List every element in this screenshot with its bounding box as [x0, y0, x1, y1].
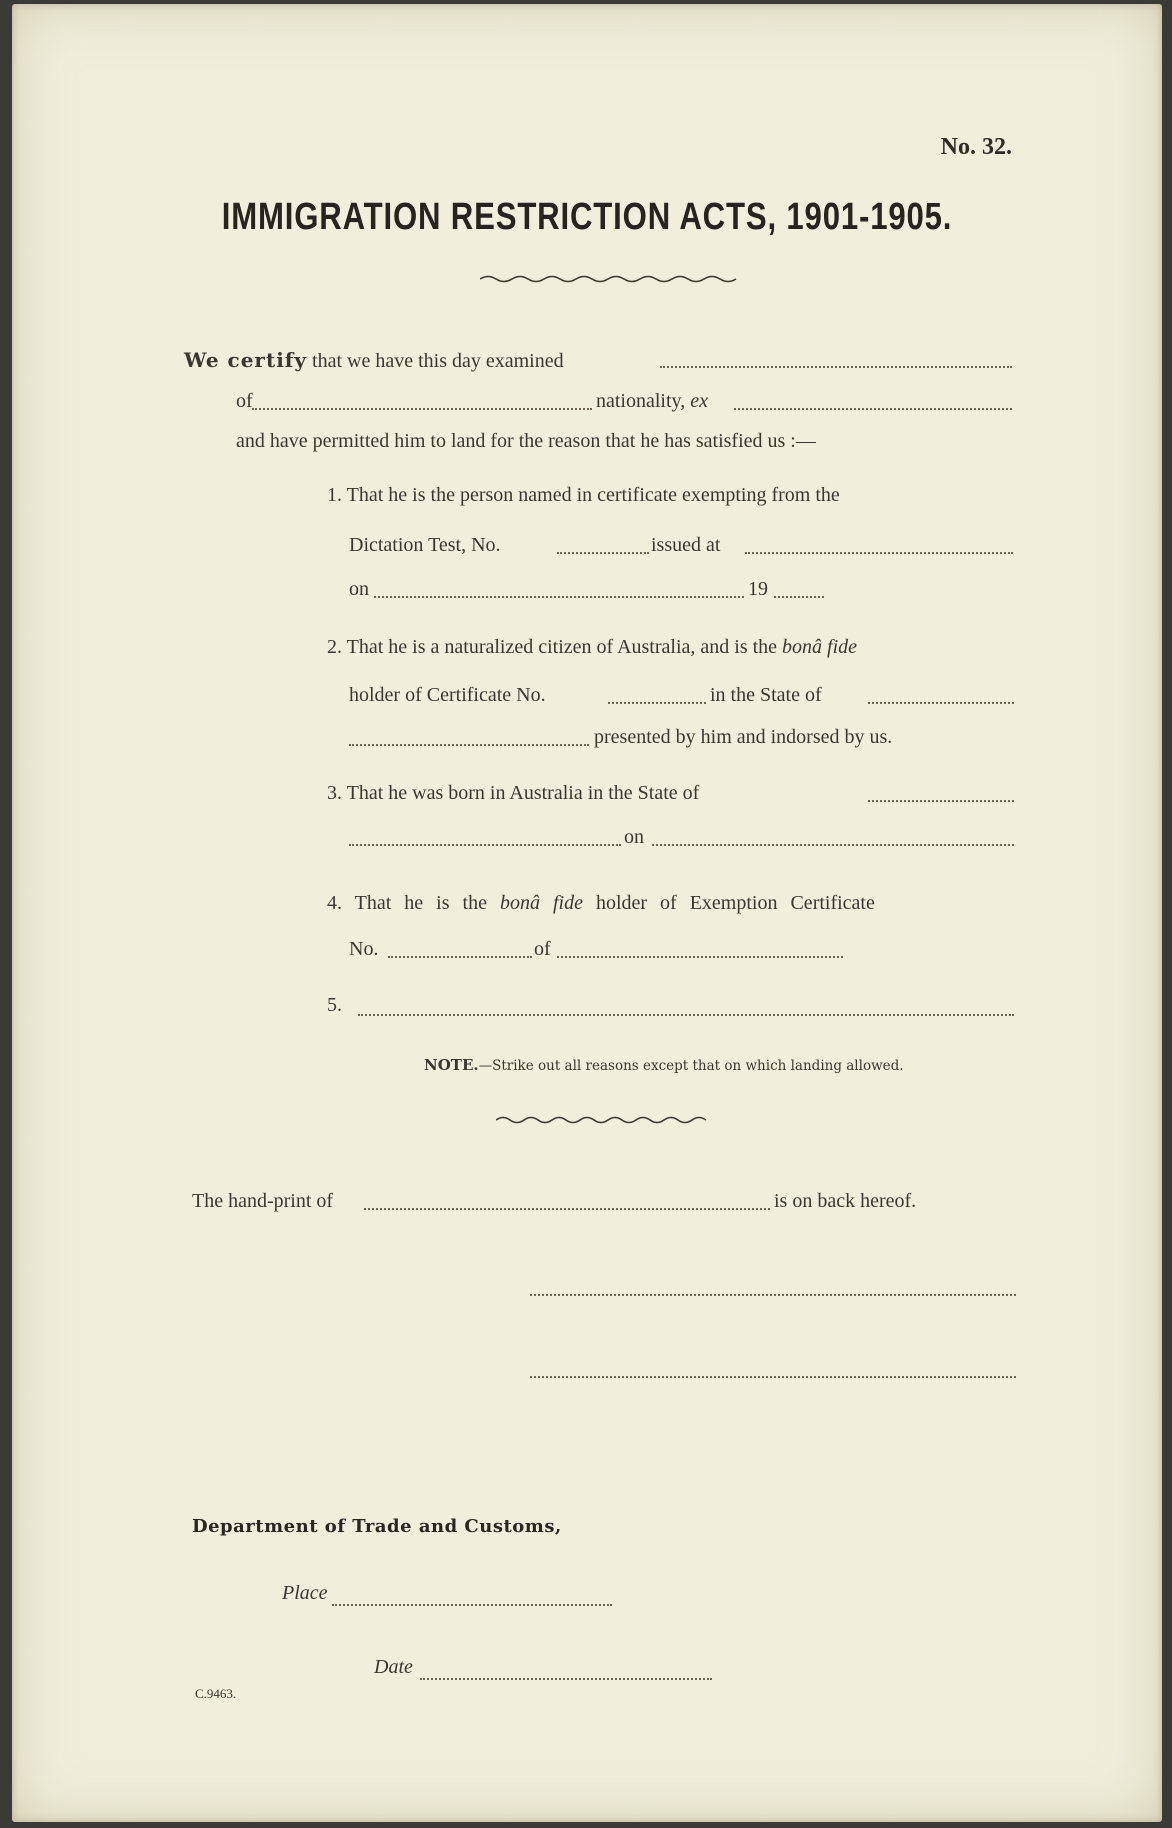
certify-lead: We certify: [184, 348, 308, 372]
place-label: [282, 1582, 328, 1605]
reason-2-certificate-label: holder of Certificate No.: [349, 684, 546, 706]
date-label: [374, 1656, 413, 1679]
reason-2-bona-fide: bonâ fide: [782, 636, 858, 658]
reason-1-on-label: on: [349, 578, 369, 600]
reason-1-year-label: 19: [748, 578, 768, 600]
reason-2-text: 2. That he is a naturalized citizen of Australia, and is the: [327, 636, 778, 658]
form-number: No. 32.: [940, 134, 1012, 160]
handprint-lead: The hand-print of: [192, 1190, 334, 1212]
nationality-label: nationality,: [596, 390, 686, 412]
page-title: IMMIGRATION RESTRICTION ACTS, 1901-1905.: [221, 196, 953, 238]
reason-4-of-label: of: [534, 938, 551, 960]
nationality-line: [596, 390, 708, 413]
reason-2-state-field[interactable]: [868, 702, 1014, 704]
document-page: [12, 4, 1162, 1822]
reason-1-date-field[interactable]: [374, 596, 744, 598]
reason-1-dictation-label: Dictation Test, No.: [349, 534, 501, 556]
reason-4-no-label: No.: [349, 938, 379, 960]
note-text: —Strike out all reasons except that on which landing allowed.: [478, 1058, 904, 1074]
satisfied-line: and have permitted him to land for the reason that he has satisfied us :—: [236, 430, 816, 452]
reason-1-year-field[interactable]: [774, 596, 824, 598]
birth-state-field[interactable]: [868, 800, 1014, 802]
signature-line-1[interactable]: [530, 1294, 1016, 1296]
reason-2-state-label: in the State of: [710, 684, 822, 706]
naturalization-certificate-number-field[interactable]: [608, 702, 706, 704]
reason-5-field[interactable]: [358, 1014, 1014, 1016]
signature-line-2[interactable]: [530, 1376, 1016, 1378]
reason-5-label: 5.: [327, 994, 342, 1016]
reason-4-line-a: [327, 892, 875, 915]
reason-2-extra-field[interactable]: [349, 744, 589, 746]
issued-at-field[interactable]: [745, 552, 1013, 554]
of-field[interactable]: [252, 408, 592, 410]
examined-name-field[interactable]: [660, 366, 1012, 368]
handprint-name-field[interactable]: [364, 1208, 770, 1210]
reason-2-presented-label: presented by him and indorsed by us.: [594, 726, 893, 748]
place-field[interactable]: [332, 1604, 612, 1606]
certify-text: that we have this day examined: [312, 350, 564, 372]
ornament-divider: [480, 272, 740, 286]
ornament-divider-2: [496, 1114, 706, 1126]
exemption-certificate-number-field[interactable]: [388, 956, 532, 958]
reason-4-text-b: holder of Exemption Certificate: [595, 892, 875, 914]
exemption-certificate-of-field[interactable]: [557, 956, 843, 958]
reason-1-line-a: 1. That he is the person named in certificate exempting from the: [327, 484, 840, 506]
reason-3-pre-field[interactable]: [349, 844, 621, 846]
reason-4-text-a: 4. That he is the: [327, 892, 487, 914]
place-label-text: Place: [282, 1582, 328, 1604]
handprint-tail: is on back hereof.: [774, 1190, 917, 1212]
note-line: [424, 1056, 904, 1074]
reason-4-bona-fide: bonâ fide: [499, 892, 583, 914]
form-code: C.9463.: [195, 1686, 237, 1701]
of-label: of: [236, 390, 253, 412]
reason-3-line-a: 3. That he was born in Australia in the State of: [327, 782, 700, 804]
department-name: Department of Trade and Customs,: [192, 1516, 562, 1537]
reason-3-on-label: on: [624, 826, 644, 848]
birth-date-field[interactable]: [652, 844, 1014, 846]
dictation-test-number-field[interactable]: [557, 552, 649, 554]
ex-label: ex: [690, 390, 709, 412]
note-label: NOTE.: [424, 1056, 479, 1074]
ex-field[interactable]: [734, 408, 1012, 410]
reason-1-issued-label: issued at: [651, 534, 721, 556]
reason-2-line-a: [327, 636, 857, 659]
date-label-text: Date: [374, 1656, 413, 1678]
date-field[interactable]: [420, 1678, 712, 1680]
certify-line: [184, 348, 564, 373]
